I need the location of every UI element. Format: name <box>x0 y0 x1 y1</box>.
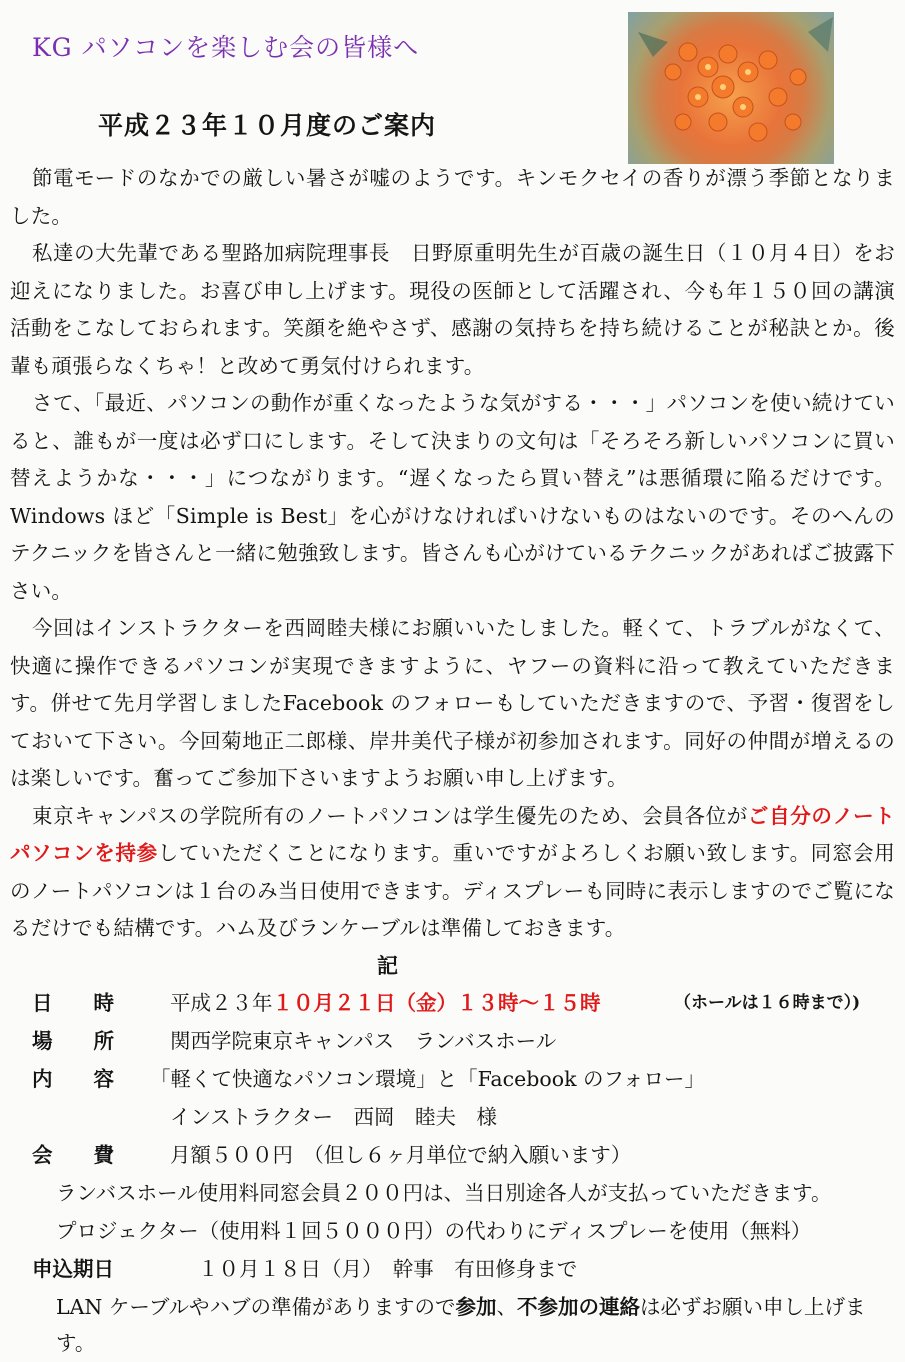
final-note-comma: 、 <box>496 1295 518 1319</box>
paragraph-4: 今回はインストラクターを西岡睦夫様にお願いいたしました。軽くて、トラブルがなくて、快適に操作できるパソコンが実現できますように、ヤフーの資料に沿って教えていただきます。併せて先月学習しましたFacebook のフォローもしていただきますので、予習・復習をしておいて下さい。今回菊地正二郎様、岸井美代子様が初参加されます。同好の仲間が増えるのは楽しいです。奮ってご参加下さいますようお願い申し上げます。 <box>10 616 895 790</box>
date-prefix: 平成２３年 <box>170 991 273 1015</box>
flower-cluster-icon <box>628 12 834 164</box>
date-highlight: １０月２１日（金）１３時～１５時 <box>272 991 601 1015</box>
paragraph-5-text-b: していただくことになります。重いですがよろしくお願い致します。同窓会用のノートパソコンは１台のみ当日使用できます。ディスプレーも同時に表示しますのでご覧になるだけでも結構です。ハム及びランケーブルは準備しておきます。 <box>10 841 896 940</box>
deadline-value: １０月１８日（月） 幹事 有田修身まで <box>198 1257 578 1281</box>
paragraph-5 <box>10 798 895 948</box>
paragraph-5-text-a: 東京キャンパスの学院所有のノートパソコンは学生優先のため、会員各位が <box>32 803 748 828</box>
instructor-row: インストラクター 西岡 睦夫 様 <box>170 1105 497 1129</box>
fee-note-2: プロジェクター（使用料１回５０００円）の代わりにディスプレーを使用（無料） <box>56 1219 812 1243</box>
fee-value: 月額５００円 （但し６ヶ月単位で納入願います） <box>170 1143 632 1167</box>
document-title: 平成２３年１０月度のご案内 <box>98 111 437 140</box>
final-note-participate: 参加 <box>455 1295 497 1319</box>
body-text <box>10 160 895 948</box>
paragraph-3: さて、「最近、パソコンの動作が重くなったような気がする・・・」パソコンを使い続けていると、誰もが一度は必ず口にします。そして決まりの文句は「そろそろ新しいパソコンに買い替えようかな・・・」につながります。“遅くなったら買い替え”は悪循環に陥るだけです。Windows ほど「Simple is Best」を心がけなければいけないものはないのです。そのへんのテクニックを皆さんと一緒に勉強致します。皆さんも心がけているテクニックがあればご披露下さい。 <box>10 391 895 603</box>
ki-heading: 記 <box>377 953 398 978</box>
content-label: 内 容 <box>32 1067 114 1091</box>
final-note <box>56 1289 898 1361</box>
date-label: 日 時 <box>32 991 114 1015</box>
greeting: KG パソコンを楽しむ会の皆様へ <box>32 33 420 62</box>
paragraph-5-highlight: ご自分のノートパソコンを持参 <box>10 803 895 865</box>
paragraph-1: 節電モードのなかでの厳しい暑さが嘘のようです。キンモクセイの香りが漂う季節となりました。 <box>10 166 895 228</box>
place-label: 場 所 <box>32 1029 114 1053</box>
osmanthus-flower-photo <box>628 12 834 164</box>
paragraph-2: 私達の大先輩である聖路加病院理事長 日野原重明先生が百歳の誕生日（１０月４日）をお迎えになりました。お喜び申し上げます。現役の医師として活躍され、今も年１５０回の講演活動をこなしておられます。笑顔を絶やさず、感謝の気持ちを持ち続けることが秘訣とか。後輩も頑張らなくちゃ！と改めて勇気付けられます。 <box>10 241 895 378</box>
fee-note-1: ランバスホール使用料同窓会員２００円は、当日別途各人が支払っていただきます。 <box>56 1181 832 1205</box>
content-value: 「軽くて快適なパソコン環境」と「Facebook のフォロー」 <box>150 1067 705 1091</box>
deadline-label: 申込期日 <box>32 1257 114 1281</box>
date-note: （ホールは１６時まで）) <box>674 993 861 1013</box>
place-value: 関西学院東京キャンパス ランバスホール <box>170 1029 557 1053</box>
fee-label: 会 費 <box>32 1143 114 1167</box>
final-note-d: は必ずお願い申し上げます。 <box>56 1295 866 1355</box>
final-note-absence: 不参加の連絡 <box>517 1295 641 1319</box>
date-value <box>170 985 601 1021</box>
final-note-a: LAN ケーブルやハブの準備がありますので <box>56 1295 456 1319</box>
